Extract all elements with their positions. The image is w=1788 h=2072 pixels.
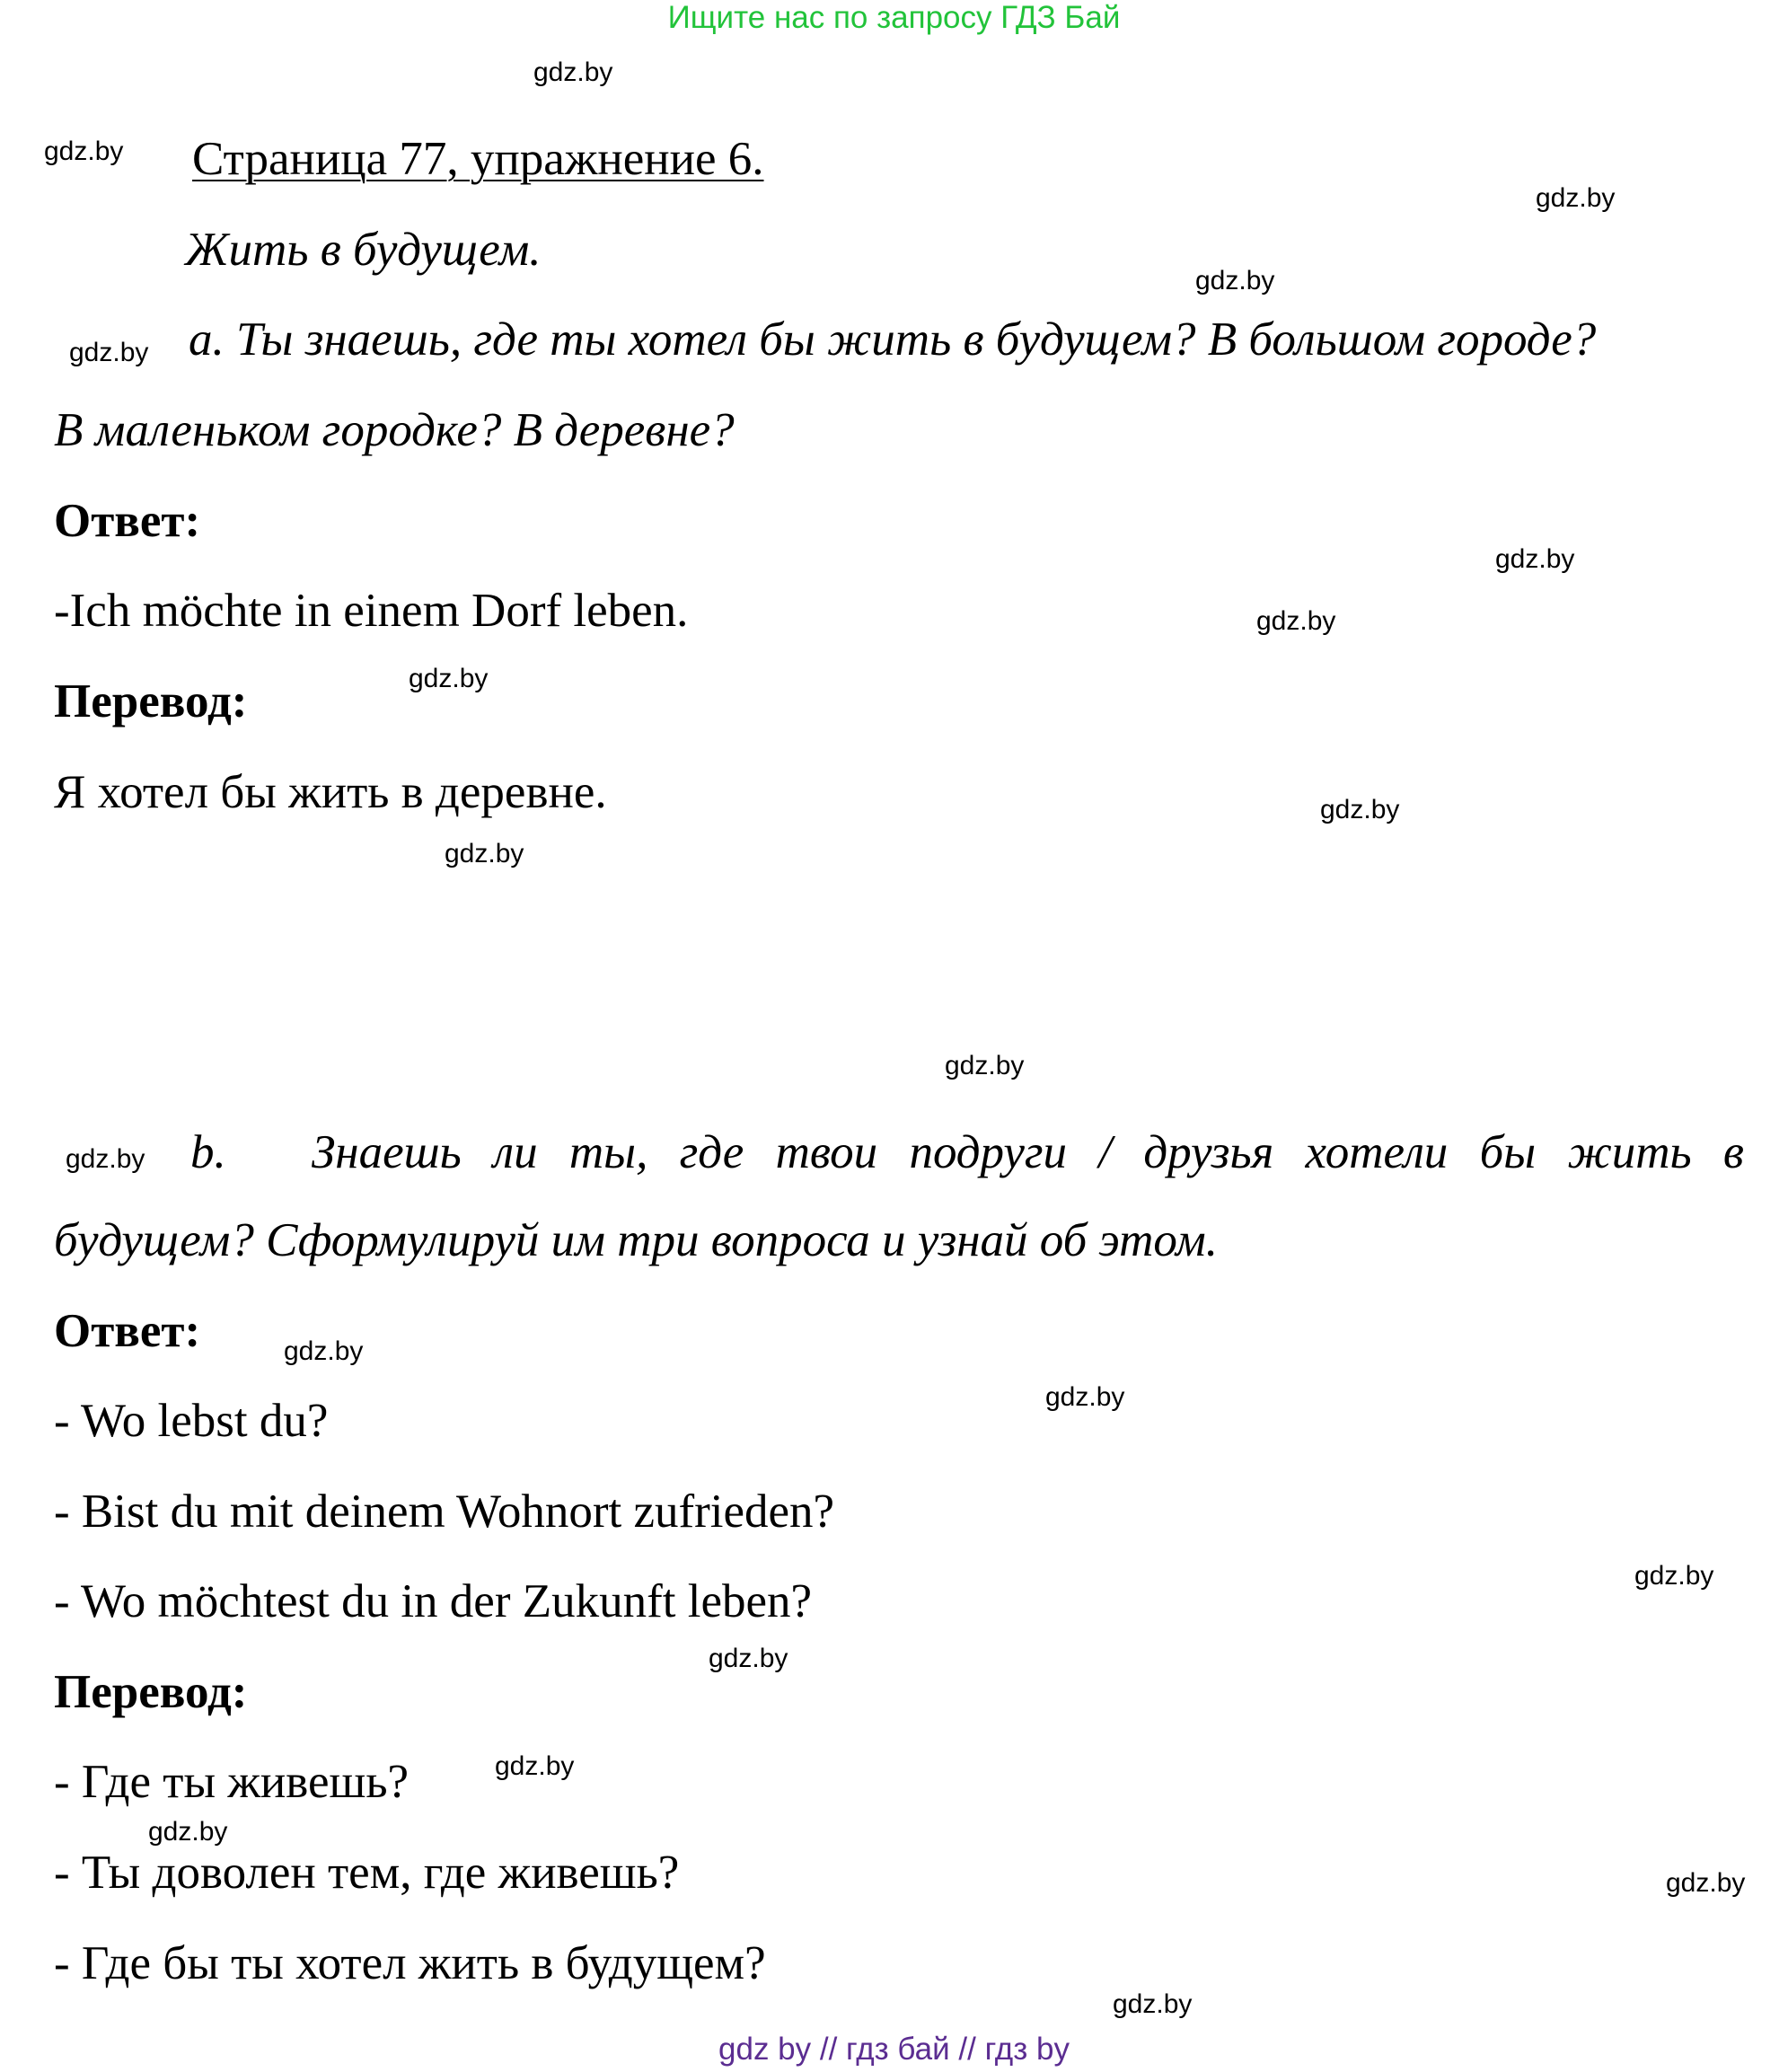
top-banner: Ищите нас по запросу ГДЗ Бай	[667, 0, 1121, 35]
answer-b-line: - Wo möchtest du in der Zukunft leben?	[54, 1575, 813, 1627]
watermark: gdz.by	[66, 1144, 145, 1174]
task-b-marker: b.	[190, 1126, 226, 1178]
section-subtitle: Жить в будущем.	[185, 224, 542, 276]
translation-b-line: - Где бы ты хотел жить в будущем?	[54, 1937, 766, 1989]
task-b-word: где	[679, 1126, 744, 1178]
task-b-word: хотели	[1305, 1126, 1449, 1178]
task-b-word: ли	[493, 1126, 538, 1178]
watermark: gdz.by	[1536, 183, 1616, 213]
answer-a-line: -Ich möchte in einem Dorf leben.	[54, 585, 689, 637]
watermark: gdz.by	[445, 839, 524, 868]
watermark: gdz.by	[44, 137, 124, 166]
task-b-word: /	[1098, 1126, 1113, 1178]
translation-b-heading: Перевод:	[54, 1666, 248, 1718]
answer-b-line: - Wo lebst du?	[54, 1395, 329, 1447]
watermark: gdz.by	[1113, 1989, 1193, 2019]
watermark: gdz.by	[409, 664, 489, 693]
task-b-word: жить	[1567, 1126, 1692, 1178]
watermark: gdz.by	[1634, 1561, 1714, 1591]
task-b-word: ты,	[568, 1126, 648, 1178]
watermark: gdz.by	[284, 1336, 364, 1366]
watermark: gdz.by	[1495, 544, 1575, 574]
footer-links: gdz by // гдз бай // гдз by	[718, 2032, 1070, 2067]
task-b-line-2: будущем? Сформулируй им три вопроса и узнай об этом.	[54, 1214, 1218, 1266]
task-b-word: бы	[1479, 1126, 1537, 1178]
translation-b-line: - Ты доволен тем, где живешь?	[54, 1847, 680, 1899]
watermark: gdz.by	[1320, 795, 1400, 824]
task-b-word: подруги	[909, 1126, 1068, 1178]
watermark: gdz.by	[1045, 1382, 1125, 1412]
task-b-word: твои	[775, 1126, 878, 1178]
watermark: gdz.by	[945, 1051, 1025, 1080]
watermark: gdz.by	[1666, 1868, 1746, 1898]
watermark: gdz.by	[495, 1751, 575, 1781]
answer-b-line: - Bist du mit deinem Wohnort zufrieden?	[54, 1486, 835, 1538]
answer-b-heading: Ответ:	[54, 1305, 201, 1357]
task-a-line-1: a. Ты знаешь, где ты хотел бы жить в будущем? В большом городе?	[189, 313, 1597, 366]
watermark: gdz.by	[709, 1644, 788, 1673]
translation-a-heading: Перевод:	[54, 675, 248, 727]
task-b-word: друзья	[1143, 1126, 1274, 1178]
watermark: gdz.by	[1256, 606, 1336, 636]
task-b-line-1	[190, 1124, 1744, 1180]
task-b-word: Знаешь	[312, 1126, 462, 1178]
watermark: gdz.by	[69, 338, 149, 367]
watermark: gdz.by	[533, 57, 613, 87]
answer-a-heading: Ответ:	[54, 495, 201, 547]
watermark: gdz.by	[1195, 266, 1275, 295]
task-a-line-2: В маленьком городке? В деревне?	[54, 404, 735, 456]
watermark: gdz.by	[148, 1817, 228, 1847]
translation-a-line: Я хотел бы жить в деревне.	[54, 766, 607, 818]
translation-b-line: - Где ты живешь?	[54, 1756, 410, 1808]
task-b-word: в	[1722, 1126, 1744, 1178]
page-title: Страница 77, упражнение 6.	[192, 133, 764, 185]
